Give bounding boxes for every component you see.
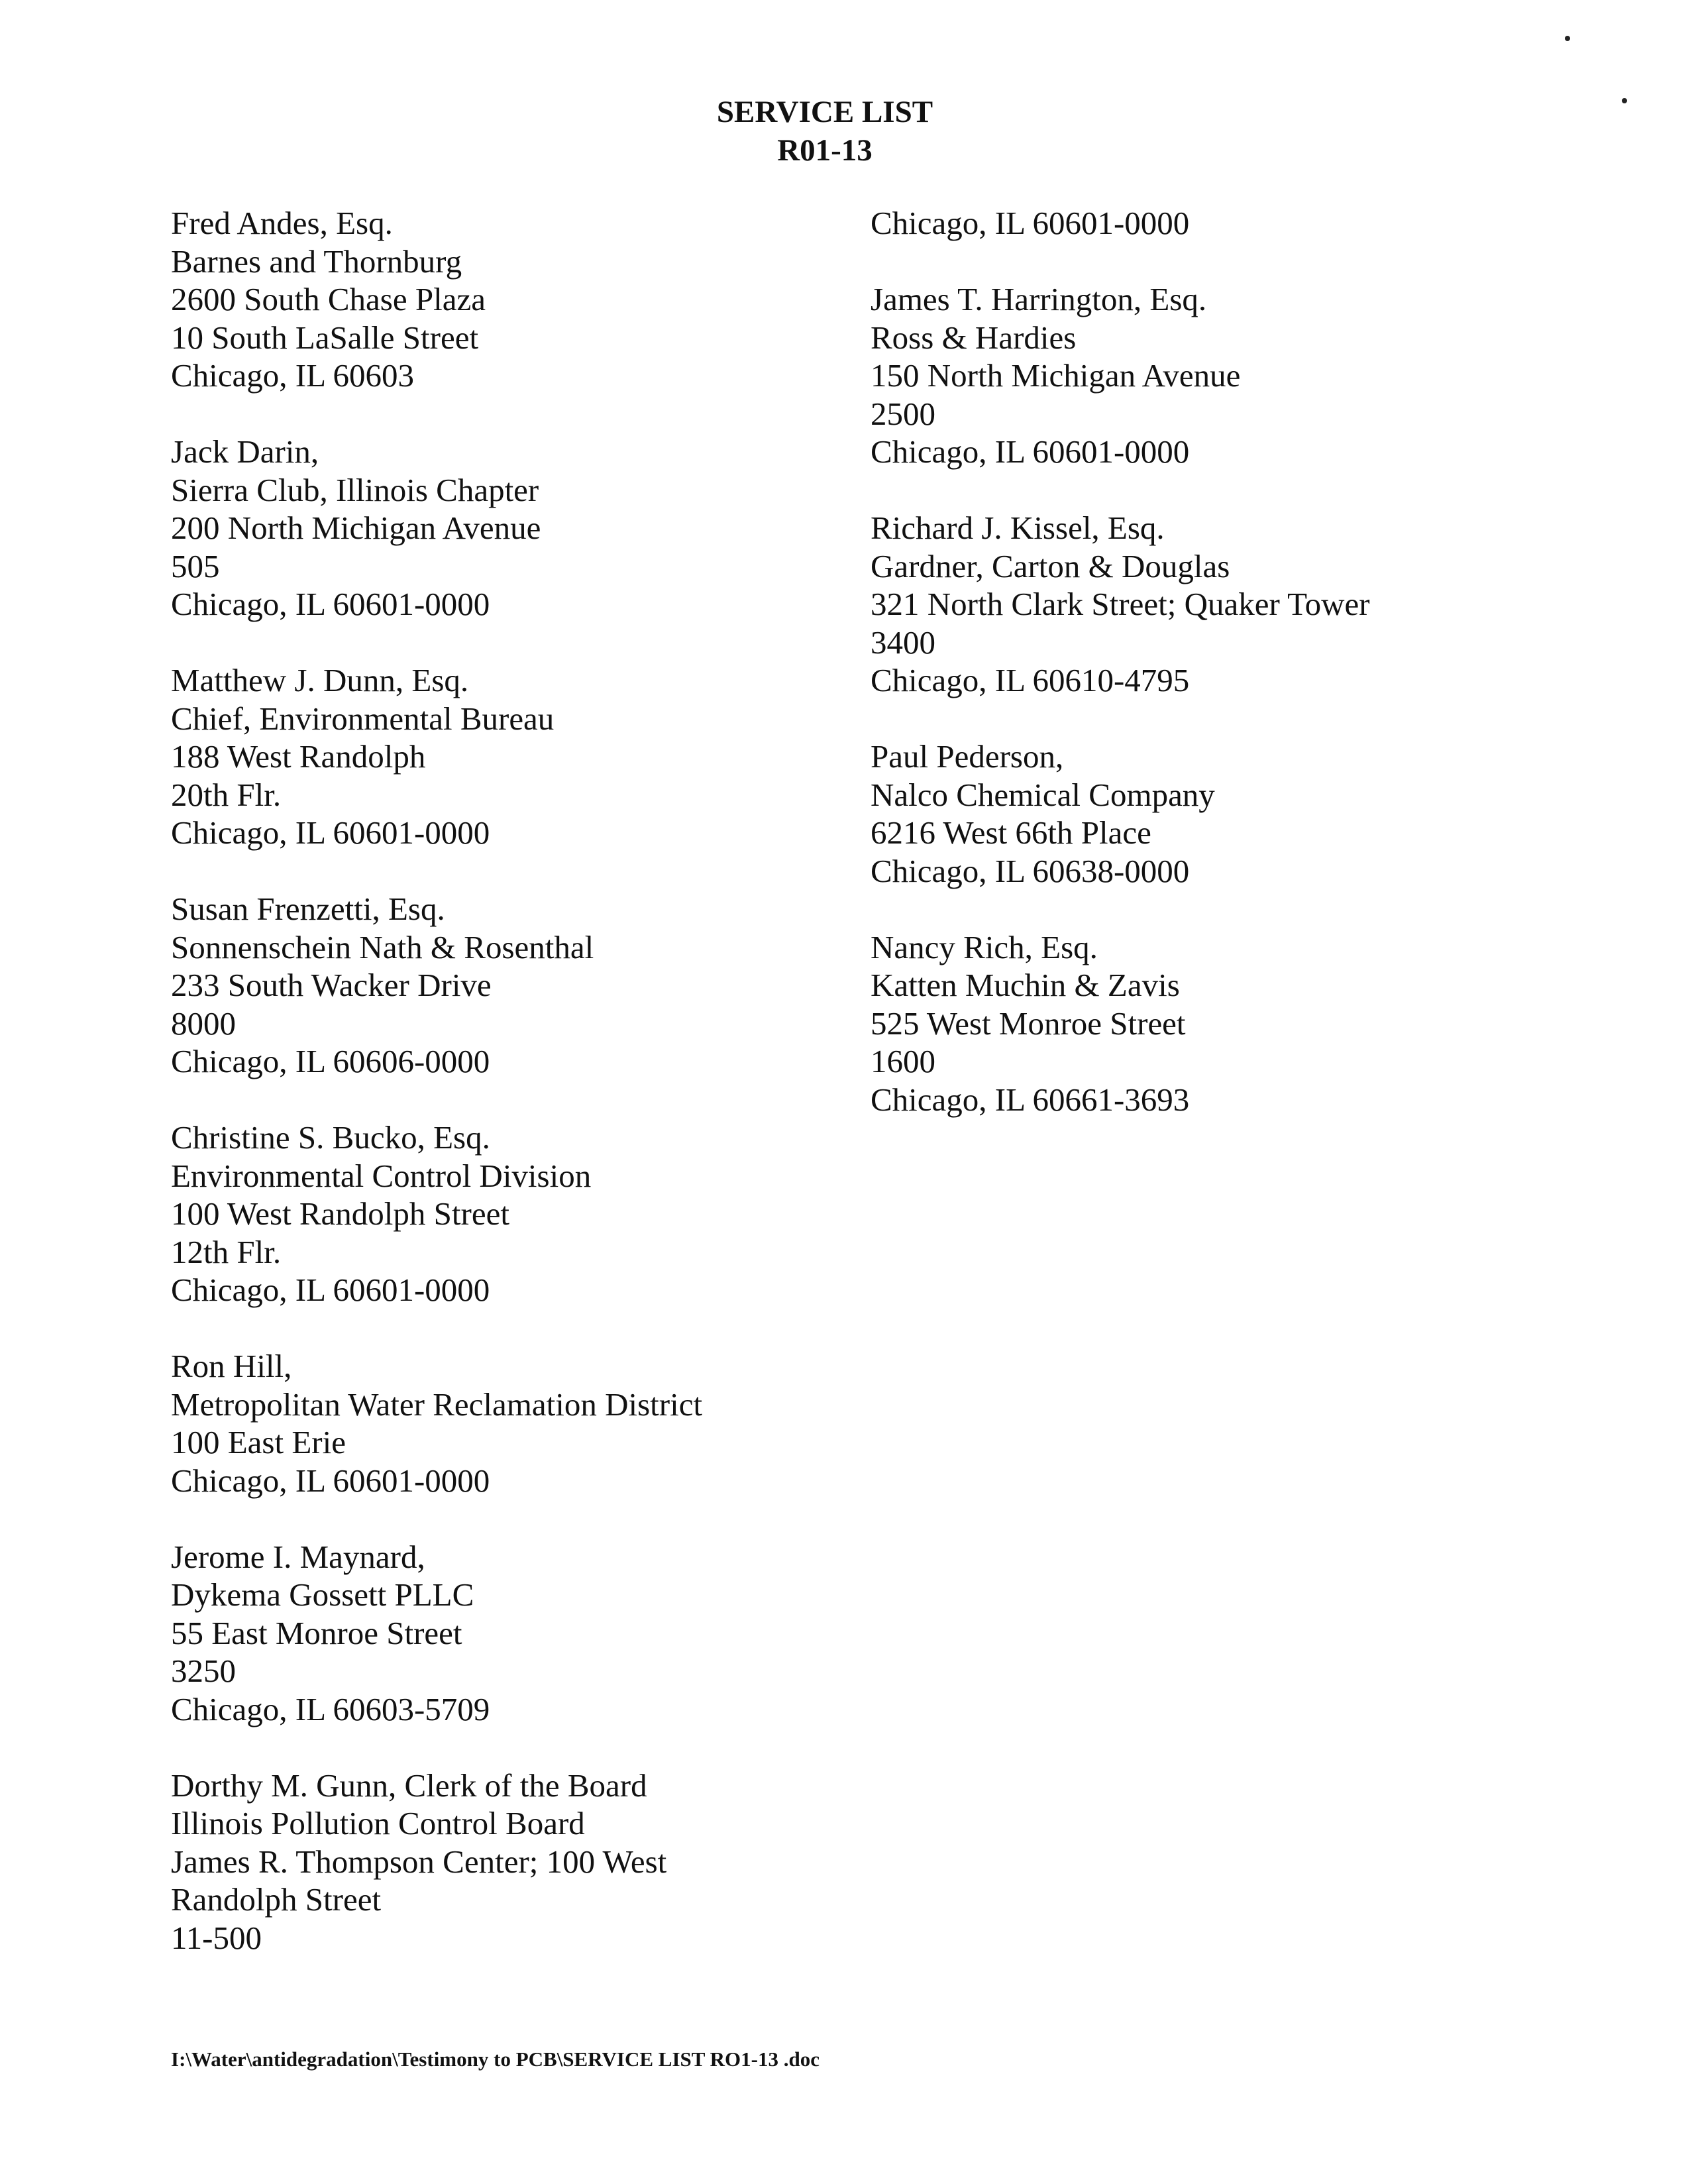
service-list-entry — [871, 509, 1652, 700]
entry-name-line: Matthew J. Dunn, Esq. — [171, 662, 469, 698]
entry-address-line: 12th Flr. — [171, 1233, 282, 1270]
entry-name-line: Jack Darin, — [171, 433, 319, 470]
service-list-entry — [171, 1538, 886, 1729]
entry-address-line: Ross & Hardies — [871, 319, 1077, 356]
right-column — [871, 204, 1652, 1157]
entry-address-line: Illinois Pollution Control Board — [171, 1805, 585, 1841]
entry-name-line: Chicago, IL 60601-0000 — [871, 205, 1190, 241]
entry-address-line: 11-500 — [171, 1919, 262, 1956]
service-list-entry — [871, 928, 1652, 1119]
entry-address-line: Chicago, IL 60601-0000 — [171, 814, 490, 851]
entry-address-line: 10 South LaSalle Street — [171, 319, 479, 356]
entry-name-line: Ron Hill, — [171, 1348, 292, 1384]
entry-address-line: 6216 West 66th Place — [871, 814, 1151, 851]
entry-address-line: Chicago, IL 60601-0000 — [171, 1462, 490, 1499]
scan-speck — [1622, 98, 1627, 103]
docket-number: R01-13 — [777, 133, 873, 168]
entry-address-line: 8000 — [171, 1005, 236, 1042]
entry-address-line: Chicago, IL 60601-0000 — [171, 1272, 490, 1308]
entry-name-line: Dorthy M. Gunn, Clerk of the Board — [171, 1767, 647, 1804]
entry-address-line: Chief, Environmental Bureau — [171, 700, 555, 737]
entry-address-line: Katten Muchin & Zavis — [871, 967, 1180, 1003]
left-column — [171, 204, 886, 1995]
entry-address-line: 55 East Monroe Street — [171, 1614, 462, 1651]
entry-address-line: Environmental Control Division — [171, 1157, 592, 1194]
entry-address-line: 150 North Michigan Avenue — [871, 357, 1241, 394]
entry-name-line: Paul Pederson, — [871, 738, 1064, 775]
page-header — [0, 93, 1650, 170]
scan-speck — [1565, 36, 1570, 41]
entry-name-line: Christine S. Bucko, Esq. — [171, 1119, 490, 1156]
file-path-footer: I:\Water\antidegradation\Testimony to PCB\SERVICE LIST RO1-13 .doc — [171, 2048, 820, 2071]
entry-address-line: Gardner, Carton & Douglas — [871, 547, 1230, 584]
service-list-entry — [171, 1767, 886, 1957]
entry-address-line: Nalco Chemical Company — [871, 776, 1215, 813]
entry-address-line: Metropolitan Water Reclamation District — [171, 1386, 703, 1423]
entry-address-line: 100 East Erie — [171, 1424, 346, 1460]
entry-name-line: Richard J. Kissel, Esq. — [871, 510, 1165, 546]
service-list-entry — [171, 661, 886, 852]
entry-address-line: 2600 South Chase Plaza — [171, 281, 486, 317]
entry-address-line: 188 West Randolph — [171, 738, 426, 775]
entry-address-line: Chicago, IL 60603 — [171, 357, 414, 394]
entry-address-line: 200 North Michigan Avenue — [171, 510, 541, 546]
entry-address-line: 505 — [171, 547, 220, 584]
entry-address-line: 20th Flr. — [171, 776, 282, 813]
entry-address-line: Randolph Street — [171, 1881, 382, 1918]
entry-name-line: James T. Harrington, Esq. — [871, 281, 1207, 317]
service-list-entry — [871, 737, 1652, 890]
entry-address-line: 525 West Monroe Street — [871, 1005, 1186, 1042]
entry-address-line: Chicago, IL 60601-0000 — [871, 433, 1190, 470]
entry-address-line: 100 West Randolph Street — [171, 1195, 509, 1232]
entry-address-line: Dykema Gossett PLLC — [171, 1576, 474, 1613]
entry-name-line: Jerome I. Maynard, — [171, 1538, 425, 1575]
service-list-entry — [171, 1347, 886, 1500]
entry-address-line: Sonnenschein Nath & Rosenthal — [171, 928, 594, 965]
service-list-entry — [171, 890, 886, 1081]
page-title: SERVICE LIST — [716, 95, 933, 129]
entry-address-line: 233 South Wacker Drive — [171, 967, 492, 1003]
service-list-entry — [171, 1119, 886, 1309]
entry-address-line: 321 North Clark Street; Quaker Tower — [871, 586, 1370, 622]
service-list-entry — [871, 280, 1652, 471]
entry-address-line: Sierra Club, Illinois Chapter — [171, 471, 539, 508]
entry-address-line: Chicago, IL 60603-5709 — [171, 1690, 490, 1727]
entry-address-line: Chicago, IL 60601-0000 — [171, 586, 490, 622]
entry-address-line: Chicago, IL 60638-0000 — [871, 852, 1190, 889]
service-list-entry — [171, 204, 886, 395]
entry-address-line: 1600 — [871, 1043, 935, 1079]
entry-address-line: 3400 — [871, 624, 935, 661]
entry-name-line: Susan Frenzetti, Esq. — [171, 891, 445, 927]
service-list-entry — [871, 204, 1652, 243]
entry-address-line: Chicago, IL 60661-3693 — [871, 1081, 1190, 1118]
entry-name-line: Fred Andes, Esq. — [171, 205, 393, 241]
entry-address-line: Chicago, IL 60610-4795 — [871, 662, 1190, 698]
entry-address-line: 3250 — [171, 1653, 236, 1689]
entry-address-line: James R. Thompson Center; 100 West — [171, 1843, 667, 1880]
entry-address-line: Chicago, IL 60606-0000 — [171, 1043, 490, 1079]
entry-address-line: Barnes and Thornburg — [171, 243, 462, 280]
entry-name-line: Nancy Rich, Esq. — [871, 928, 1098, 965]
entry-address-line: 2500 — [871, 395, 935, 432]
service-list-entry — [171, 433, 886, 624]
